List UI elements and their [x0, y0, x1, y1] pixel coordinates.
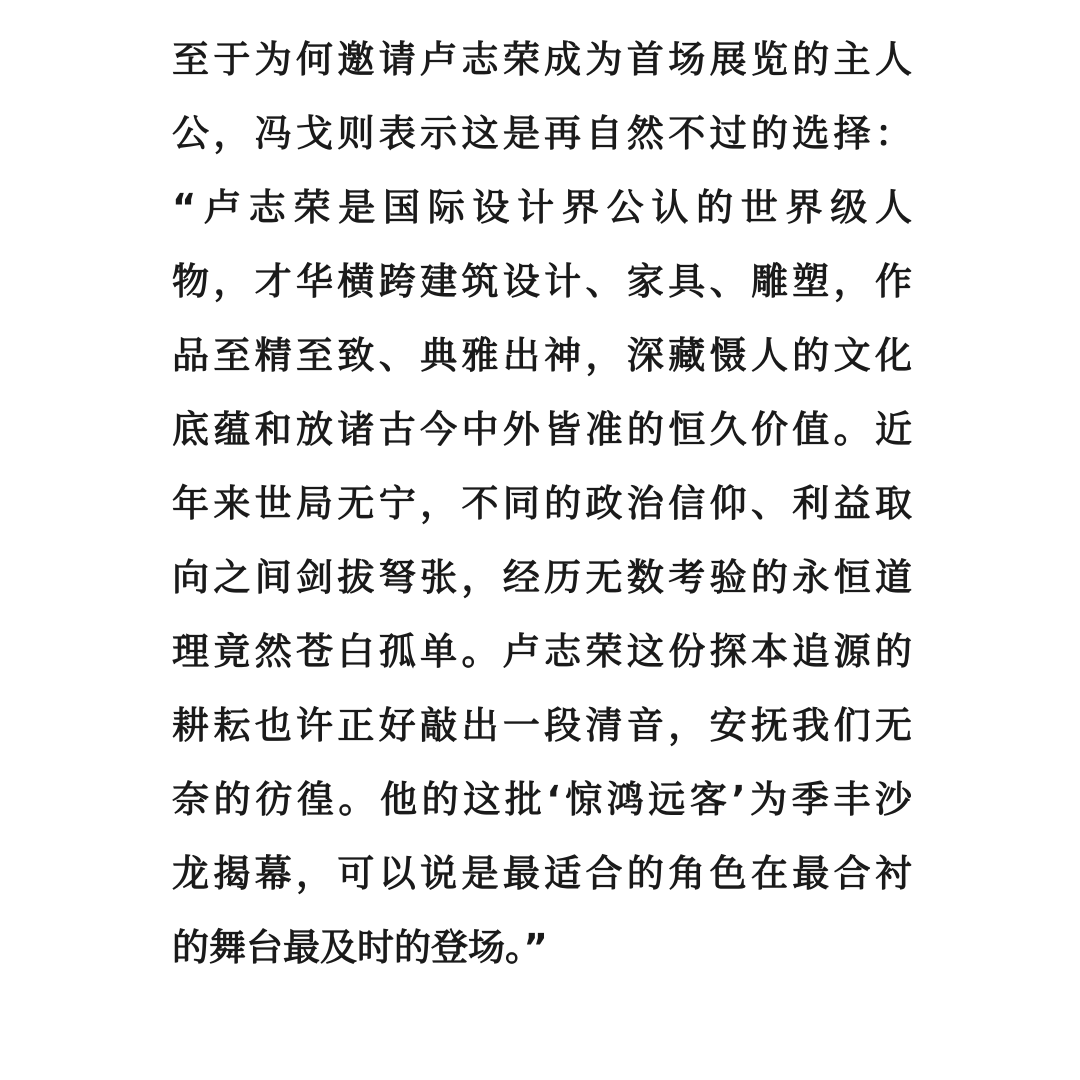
- text-line: 奈的彷徨。他的这批‘惊鸿远客’为季丰沙: [172, 778, 912, 821]
- text-line: “卢志荣是国际设计界公认的世界级人: [172, 186, 912, 229]
- text-line: 物，才华横跨建筑设计、家具、雕塑，作: [172, 260, 912, 303]
- text-line: 年来世局无宁，不同的政治信仰、利益取: [172, 482, 912, 525]
- text-line: 向之间剑拔弩张，经历无数考验的永恒道: [172, 556, 912, 599]
- text-line: 耕耘也许正好敲出一段清音，安抚我们无: [172, 704, 912, 747]
- text-line-last: 的舞台最及时的登场。”: [172, 926, 548, 969]
- article-paragraph: [172, 23, 912, 985]
- text-line: 龙揭幕，可以说是最适合的角色在最合衬: [172, 852, 912, 895]
- text-line: 底蕴和放诸古今中外皆准的恒久价值。近: [172, 408, 912, 451]
- text-line: 公，冯戈则表示这是再自然不过的选择：: [172, 112, 912, 155]
- text-line: 理竟然苍白孤单。卢志荣这份探本追源的: [172, 630, 912, 673]
- text-line: 品至精至致、典雅出神，深藏慑人的文化: [172, 334, 912, 377]
- text-line: 至于为何邀请卢志荣成为首场展览的主人: [172, 38, 912, 81]
